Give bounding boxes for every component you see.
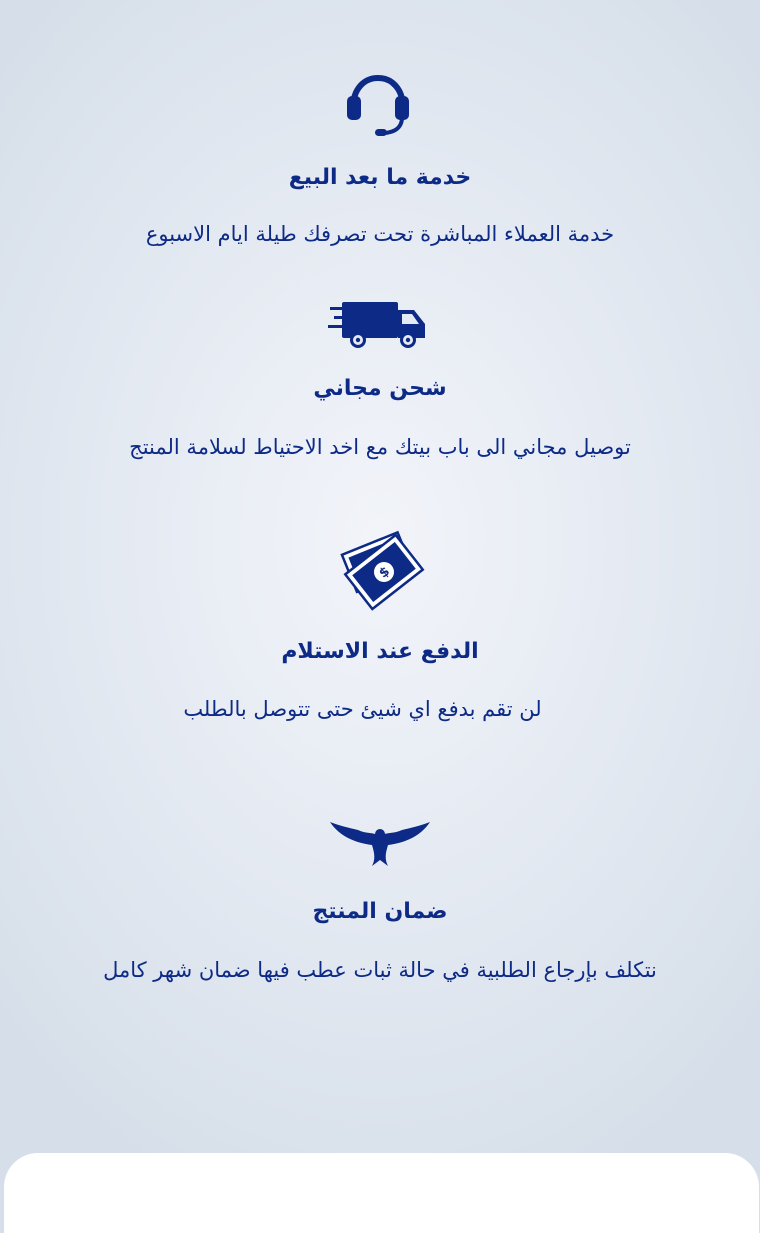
feature-description: نتكلف بإرجاع الطلبية في حالة ثبات عطب فيها ضمان شهر كامل — [103, 958, 657, 982]
svg-text:$: $ — [376, 564, 393, 582]
feature-title: ضمان المنتج — [312, 899, 448, 924]
money-bills-icon — [338, 526, 428, 612]
feature-description: توصيل مجاني الى باب بيتك مع اخد الاحتياط لسلامة المنتج — [129, 435, 631, 459]
feature-title: الدفع عند الاستلام — [281, 639, 479, 664]
feature-title: خدمة ما بعد البيع — [288, 165, 472, 190]
bottom-card — [4, 1153, 759, 1233]
eagle-icon — [328, 820, 432, 870]
feature-title: شحن مجاني — [313, 376, 447, 401]
feature-description: لن تقم بدفع اي شيئ حتى تتوصل بالطلب — [183, 697, 542, 721]
headset-icon — [345, 72, 411, 140]
delivery-truck-icon — [328, 298, 428, 352]
feature-description: خدمة العملاء المباشرة تحت تصرفك طيلة ايام الاسبوع — [145, 222, 615, 246]
